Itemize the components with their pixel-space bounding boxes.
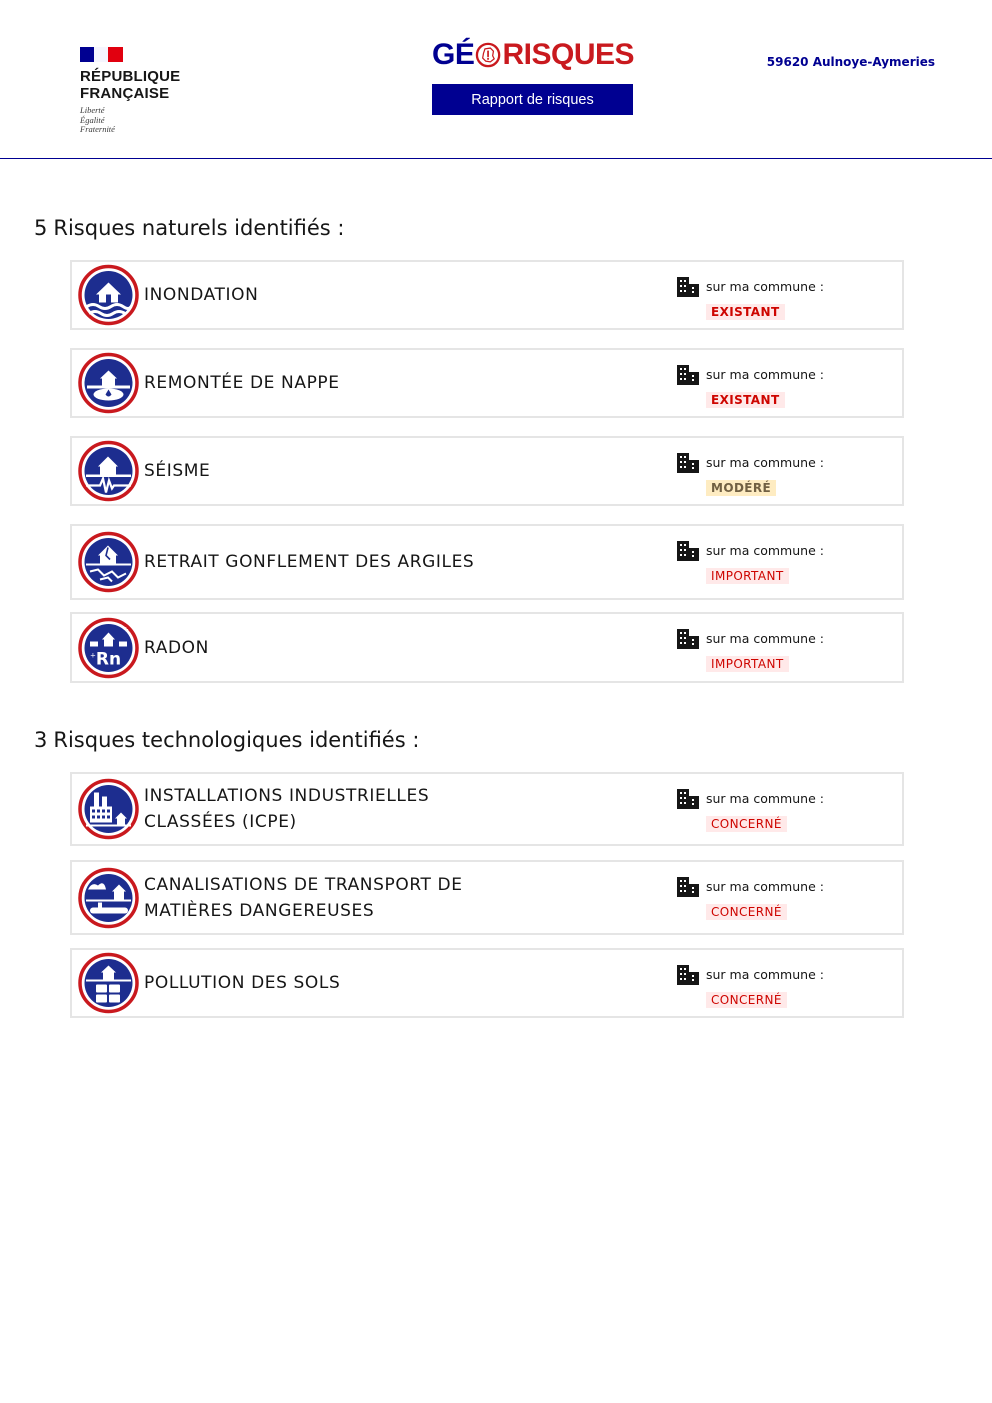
soil-pollution-icon: [78, 953, 139, 1014]
building-icon: [676, 876, 700, 898]
brand-right: RISQUES: [502, 38, 634, 71]
risk-label: INONDATION: [144, 285, 259, 305]
level-caption: sur ma commune :: [706, 279, 824, 294]
svg-text:+: +: [90, 651, 96, 659]
risk-card-radon[interactable]: [70, 612, 904, 683]
status-badge: CONCERNÉ: [706, 992, 787, 1008]
level-caption: sur ma commune :: [706, 791, 824, 806]
svg-text:+: +: [123, 625, 129, 633]
rf-title: RÉPUBLIQUE FRANÇAISE: [80, 68, 181, 102]
level-caption: sur ma commune :: [706, 455, 824, 470]
georisques-emblem-icon: [475, 38, 501, 72]
technological-risks-title-text: Risques technologiques identifiés :: [53, 728, 420, 752]
status-badge: IMPORTANT: [706, 656, 789, 672]
building-icon: [676, 364, 700, 386]
status-badge: IMPORTANT: [706, 568, 789, 584]
status-badge: EXISTANT: [706, 304, 785, 320]
risk-label: RETRAIT GONFLEMENT DES ARGILES: [144, 552, 475, 572]
page-header: [0, 0, 992, 159]
groundwater-icon: [78, 353, 139, 414]
republique-francaise-logo: [80, 47, 180, 135]
natural-risks-title-text: Risques naturels identifiés :: [53, 216, 345, 240]
technological-risks-title: [34, 728, 419, 752]
level-caption: sur ma commune :: [706, 367, 824, 382]
building-icon: [676, 452, 700, 474]
building-icon: [676, 788, 700, 810]
natural-risks-title: [34, 216, 344, 240]
natural-risks-count: 5: [34, 216, 48, 240]
building-icon: [676, 964, 700, 986]
georisques-logo: [432, 36, 634, 116]
building-icon: [676, 540, 700, 562]
risk-label: POLLUTION DES SOLS: [144, 973, 341, 993]
risk-card-remontee-de-nappe[interactable]: [70, 348, 904, 418]
rf-motto: Liberté Égalité Fraternité: [80, 105, 115, 134]
level-caption: sur ma commune :: [706, 879, 824, 894]
status-badge: EXISTANT: [706, 392, 785, 408]
risk-card-inondation[interactable]: [70, 260, 904, 330]
commune-name: 59620 Aulnoye-Aymeries: [766, 55, 935, 69]
risk-label: INSTALLATIONS INDUSTRIELLES CLASSÉES (ICPE): [144, 786, 430, 832]
clay-icon: [78, 532, 139, 593]
status-badge: MODÉRÉ: [706, 480, 776, 496]
pipeline-icon: [78, 867, 139, 928]
risk-card-canalisations[interactable]: [70, 860, 904, 935]
earthquake-icon: [78, 441, 139, 502]
risk-label: SÉISME: [144, 461, 211, 481]
status-badge: CONCERNÉ: [706, 816, 787, 832]
report-subtitle: Rapport de risques: [432, 84, 633, 115]
technological-risks-count: 3: [34, 728, 48, 752]
french-flag-icon: [80, 47, 123, 62]
level-caption: sur ma commune :: [706, 631, 824, 646]
svg-text:Rn: Rn: [95, 649, 122, 669]
risk-label: RADON: [144, 637, 209, 658]
radon-icon: [78, 617, 139, 678]
level-caption: sur ma commune :: [706, 967, 824, 982]
brand-left: GÉ: [432, 38, 475, 71]
risk-card-seisme[interactable]: [70, 436, 904, 506]
risk-card-icpe[interactable]: [70, 772, 904, 846]
risk-card-pollution-des-sols[interactable]: [70, 948, 904, 1018]
risk-card-retrait-gonflement-argiles[interactable]: [70, 524, 904, 600]
status-badge: CONCERNÉ: [706, 904, 787, 920]
risk-label: REMONTÉE DE NAPPE: [144, 373, 340, 393]
industry-icon: [78, 779, 139, 840]
level-caption: sur ma commune :: [706, 543, 824, 558]
risk-label: CANALISATIONS DE TRANSPORT DE MATIÈRES DANGEREUSES: [144, 874, 463, 921]
building-icon: [676, 628, 700, 650]
flood-icon: [78, 265, 139, 326]
building-icon: [676, 276, 700, 298]
